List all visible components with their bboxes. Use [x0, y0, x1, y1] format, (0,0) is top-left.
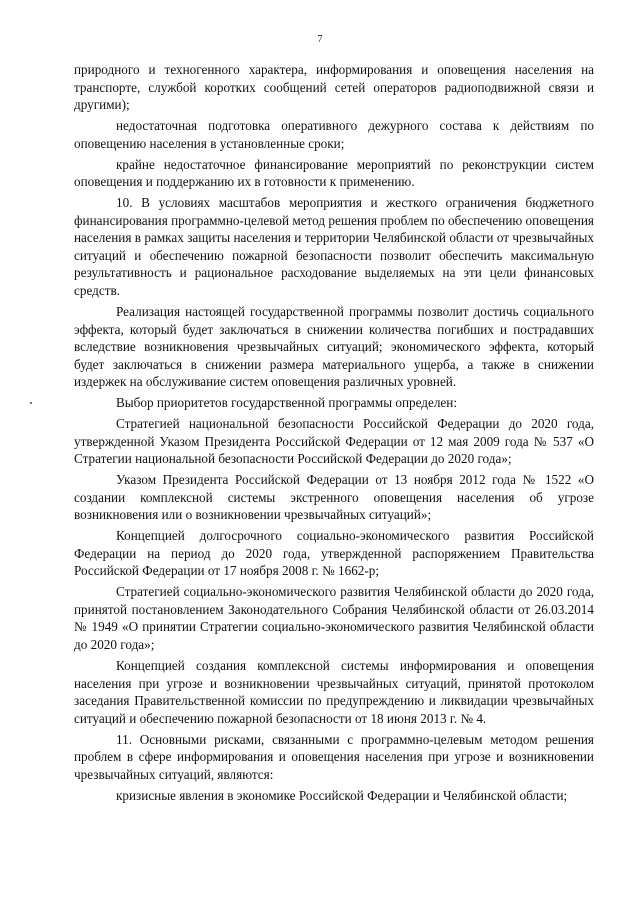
- paragraph: недостаточная подготовка оперативного дежурного состава к действиям по оповещению населения в установленные сроки;: [74, 118, 594, 151]
- scan-speck: [30, 402, 32, 404]
- paragraph-item-11: 11. Основными рисками, связанными с программно-целевым методом решения проблем в сфере информирования и оповещения населения при угрозе и возникновении чрезвычайных ситуаций, являются:: [74, 731, 594, 782]
- page-number: 7: [317, 34, 323, 45]
- paragraph: Стратегией национальной безопасности Российской Федерации до 2020 года, утвержденной Указом Президента Российской Федерации от 12 мая 2009 года № 537 «О Стратегии национальной безопасности Российской Федерации до 2020 года»;: [74, 416, 594, 467]
- paragraph-continuation: природного и техногенного характера, информирования и оповещения населения на транспорте, службой коротких сообщений сетей операторов радиоподвижной связи и другими);: [74, 62, 594, 113]
- paragraph: Стратегией социально-экономического развития Челябинской области до 2020 года, принятой постановлением Законодательного Собрания Челябинской области от 26.03.2014 № 1949 «О принятии Стратегии социально-экономического развития Челябинской области до 2020 года»;: [74, 584, 594, 653]
- document-body: [74, 61, 594, 808]
- paragraph-item-10: 10. В условиях масштабов мероприятия и жесткого ограничения бюджетного финансирования программно-целевой метод решения проблем по обеспечению оповещения населения в рамках защиты населения и территории Челябинской области от чрезвычайных ситуаций и обеспечению пожарной безопасности позволит обеспечить максимальную результативность и рациональное расходование выделяемых на эти цели финансовых средств.: [74, 195, 594, 299]
- paragraph: Выбор приоритетов государственной программы определен:: [116, 395, 457, 411]
- paragraph: Концепцией долгосрочного социально-экономического развития Российской Федерации на период до 2020 года, утвержденной распоряжением Правительства Российской Федерации от 17 ноября 2008 г. № 1662-р;: [74, 528, 594, 579]
- paragraph: крайне недостаточное финансирование мероприятий по реконструкции систем оповещения и поддержанию их в готовности к применению.: [74, 156, 594, 190]
- paragraph: Концепцией создания комплексной системы информирования и оповещения населения при угрозе и возникновении чрезвычайных ситуаций, принятой протоколом заседания Правительственной комиссии по предупреждению и ликвидации чрезвычайных ситуаций и обеспечению пожарной безопасности от 18 июня 2013 г. № 4.: [74, 657, 594, 726]
- paragraph: кризисные явления в экономике Российской Федерации и Челябинской области;: [116, 787, 568, 803]
- paragraph: Реализация настоящей государственной программы позволит достичь социального эффекта, который будет заключаться в снижении количества погибших и пострадавших вследствие возникновения чрезвычайных ситуаций; экономического эффекта, который будет заключаться в снижении размера материального ущерба, а также в снижении издержек на обслуживание систем оповещения различных уровней.: [74, 303, 594, 390]
- paragraph: Указом Президента Российской Федерации от 13 ноября 2012 года № 1522 «О создании комплексной системы экстренного оповещения населения об угрозе возникновения или о возникновении чрезвычайных ситуаций»;: [74, 472, 594, 523]
